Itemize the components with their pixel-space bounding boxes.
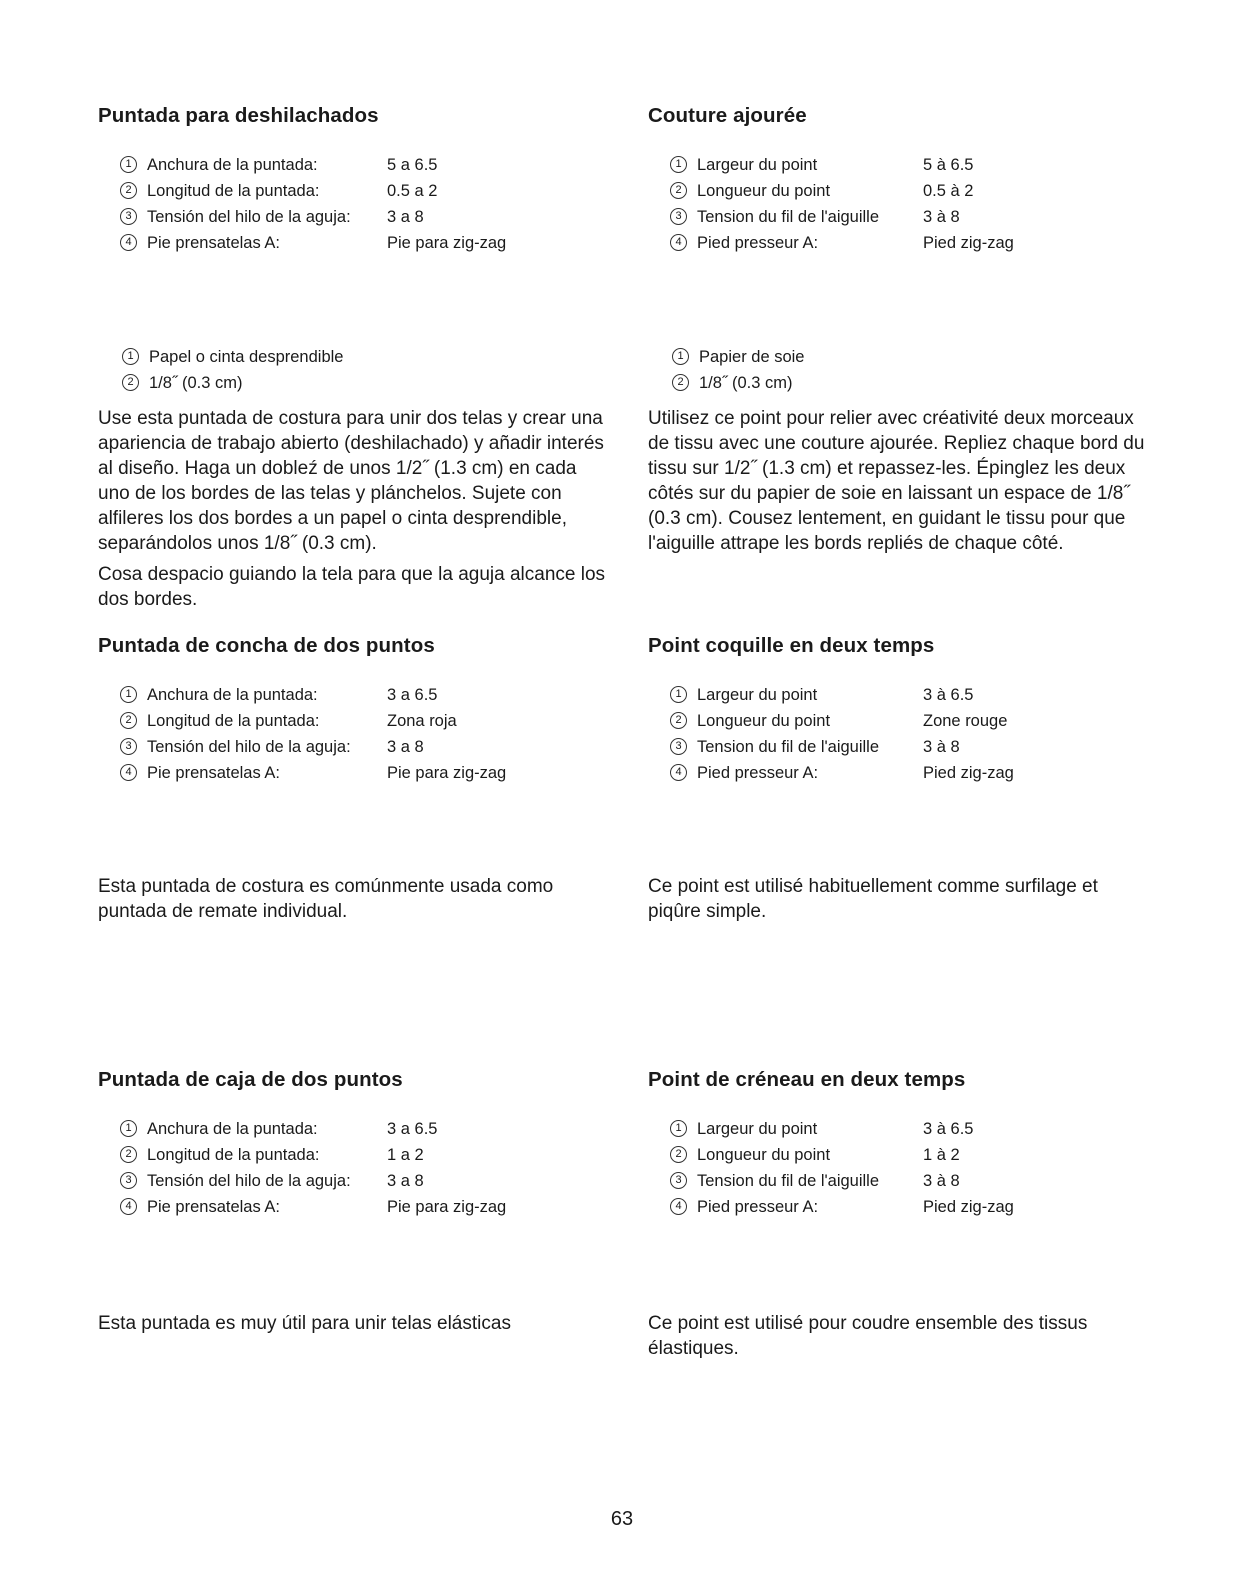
setting-row (98, 708, 618, 734)
circled-number: 4 (670, 1198, 687, 1215)
section-body (648, 406, 1158, 556)
setting-label: Pied presseur A: (697, 1198, 819, 1216)
circled-number: 1 (670, 686, 687, 703)
circled-number: 1 (122, 348, 139, 365)
setting-label: Tensión del hilo de la aguja: (147, 738, 351, 756)
settings-list (98, 1116, 618, 1220)
setting-label: Tension du fil de l'aiguille (697, 208, 880, 226)
note-text: 1/8˝ (0.3 cm) (699, 374, 793, 392)
section-point-creneau (648, 1068, 1168, 1220)
setting-value: 1 a 2 (387, 1146, 424, 1164)
setting-row (648, 760, 1168, 786)
setting-row (98, 1168, 618, 1194)
setting-label: Longueur du point (697, 712, 831, 730)
setting-label: Anchura de la puntada: (147, 156, 318, 174)
section-title: Couture ajourée (648, 104, 807, 127)
circled-number: 2 (120, 712, 137, 729)
setting-row (648, 152, 1168, 178)
page-number: 63 (610, 1508, 634, 1530)
setting-label: Pied presseur A: (697, 234, 819, 252)
circled-number: 2 (122, 374, 139, 391)
body-paragraph: Esta puntada de costura es comúnmente usada como puntada de remate individual. (98, 876, 554, 922)
setting-value: 0.5 a 2 (387, 182, 438, 200)
setting-value: 3 a 6.5 (387, 686, 438, 704)
circled-number: 2 (670, 182, 687, 199)
setting-row (98, 1142, 618, 1168)
setting-label: Longueur du point (697, 182, 831, 200)
settings-list (648, 152, 1168, 256)
section-title: Point de créneau en deux temps (648, 1068, 966, 1091)
settings-list (648, 1116, 1168, 1220)
circled-number: 4 (120, 234, 137, 251)
setting-value: Pied zig-zag (923, 1198, 1014, 1216)
figure-notes (98, 344, 618, 396)
setting-row (648, 734, 1168, 760)
section-body (648, 1311, 1148, 1361)
setting-label: Largeur du point (697, 156, 818, 174)
setting-value: 3 a 8 (387, 1172, 424, 1190)
setting-value: 1 à 2 (923, 1146, 960, 1164)
setting-label: Pie prensatelas A: (147, 234, 280, 252)
setting-value: Zona roja (387, 712, 457, 730)
body-paragraph: Ce point est utilisé pour coudre ensemble des tissus élastiques. (648, 1313, 1088, 1359)
setting-value: 5 a 6.5 (387, 156, 438, 174)
setting-label: Tensión del hilo de la aguja: (147, 1172, 351, 1190)
section-puntada-concha (98, 634, 618, 786)
setting-label: Longueur du point (697, 1146, 831, 1164)
section-title: Puntada de concha de dos puntos (98, 634, 435, 657)
setting-row (98, 178, 618, 204)
body-paragraph: Use esta puntada de costura para unir dos telas y crear una apariencia de trabajo abierto (deshilachado) y añadir interés al diseño. Haga un dobleź de unos 1/2˝ (1.3 cm) en cada uno de los bordes de las telas y plánchelos. Sujete con alfileres los dos bordes a un papel o cinta desprendible, separándolos unos 1/8˝ (0.3 cm). (98, 408, 604, 554)
setting-row (98, 152, 618, 178)
circled-number: 3 (120, 208, 137, 225)
setting-label: Longitud de la puntada: (147, 712, 320, 730)
setting-row (648, 204, 1168, 230)
setting-value: 5 à 6.5 (923, 156, 974, 174)
circled-number: 3 (120, 1172, 137, 1189)
setting-label: Largeur du point (697, 1120, 818, 1138)
note-row (648, 344, 1168, 370)
note-text: Papier de soie (699, 348, 805, 366)
setting-value: Pied zig-zag (923, 234, 1014, 252)
circled-number: 1 (672, 348, 689, 365)
section-couture-ajouree (648, 104, 1168, 256)
section-point-coquille (648, 634, 1168, 786)
circled-number: 2 (670, 1146, 687, 1163)
setting-row (648, 1194, 1168, 1220)
setting-row (648, 682, 1168, 708)
note-row (98, 344, 618, 370)
setting-value: 3 a 8 (387, 738, 424, 756)
section-body (98, 406, 610, 612)
section-puntada-caja (98, 1068, 618, 1220)
setting-row (648, 1142, 1168, 1168)
circled-number: 1 (670, 156, 687, 173)
section-body (98, 874, 598, 924)
circled-number: 3 (670, 738, 687, 755)
setting-label: Longitud de la puntada: (147, 1146, 320, 1164)
circled-number: 1 (120, 686, 137, 703)
circled-number: 1 (120, 1120, 137, 1137)
setting-label: Tensión del hilo de la aguja: (147, 208, 351, 226)
setting-value: 3 à 8 (923, 208, 960, 226)
setting-label: Tension du fil de l'aiguille (697, 1172, 880, 1190)
circled-number: 3 (670, 208, 687, 225)
setting-value: 3 a 8 (387, 208, 424, 226)
body-paragraph: Utilisez ce point pour relier avec créativité deux morceaux de tissu avec une couture ajourée. Repliez chaque bord du tissu sur 1/2˝ (1.3 cm) et repassez-les. Épinglez les deux côtés sur du papier de soie en laissant un espace de 1/8˝ (0.3 cm). Cousez lentement, en guidant le tissu pour que l'aiguille attrape les bords repliés de chaque côté. (648, 408, 1145, 554)
section-puntada-deshilachados (98, 104, 618, 256)
setting-value: Pied zig-zag (923, 764, 1014, 782)
setting-row (98, 682, 618, 708)
setting-row (98, 204, 618, 230)
circled-number: 3 (120, 738, 137, 755)
circled-number: 2 (670, 712, 687, 729)
circled-number: 2 (120, 1146, 137, 1163)
setting-row (98, 230, 618, 256)
setting-row (648, 230, 1168, 256)
circled-number: 4 (670, 234, 687, 251)
setting-label: Pied presseur A: (697, 764, 819, 782)
setting-row (98, 734, 618, 760)
section-title: Puntada para deshilachados (98, 104, 379, 127)
setting-row (98, 760, 618, 786)
figure-notes (648, 344, 1168, 396)
body-paragraph: Cosa despacio guiando la tela para que la aguja alcance los dos bordes. (98, 564, 606, 610)
setting-value: Zone rouge (923, 712, 1008, 730)
setting-row (648, 1168, 1168, 1194)
setting-label: Tension du fil de l'aiguille (697, 738, 880, 756)
setting-value: Pie para zig-zag (387, 234, 507, 252)
setting-value: 3 a 6.5 (387, 1120, 438, 1138)
section-body (648, 874, 1148, 924)
setting-value: 0.5 à 2 (923, 182, 974, 200)
setting-value: Pie para zig-zag (387, 1198, 507, 1216)
setting-value: 3 à 8 (923, 738, 960, 756)
setting-label: Anchura de la puntada: (147, 686, 318, 704)
setting-label: Pie prensatelas A: (147, 764, 280, 782)
note-row (648, 370, 1168, 396)
section-title: Point coquille en deux temps (648, 634, 935, 657)
circled-number: 4 (120, 764, 137, 781)
setting-value: 3 à 6.5 (923, 1120, 974, 1138)
setting-label: Anchura de la puntada: (147, 1120, 318, 1138)
setting-label: Longitud de la puntada: (147, 182, 320, 200)
setting-row (98, 1194, 618, 1220)
settings-list (98, 682, 618, 786)
body-paragraph: Esta puntada es muy útil para unir telas elásticas (98, 1313, 511, 1334)
note-text: Papel o cinta desprendible (149, 348, 344, 366)
section-body (98, 1311, 598, 1336)
circled-number: 4 (120, 1198, 137, 1215)
setting-label: Largeur du point (697, 686, 818, 704)
setting-row (648, 1116, 1168, 1142)
settings-list (648, 682, 1168, 786)
settings-list (98, 152, 618, 256)
setting-row (98, 1116, 618, 1142)
note-row (98, 370, 618, 396)
setting-label: Pie prensatelas A: (147, 1198, 280, 1216)
setting-value: 3 à 6.5 (923, 686, 974, 704)
body-paragraph: Ce point est utilisé habituellement comme surfilage et piqûre simple. (648, 876, 1098, 922)
circled-number: 1 (670, 1120, 687, 1137)
setting-value: Pie para zig-zag (387, 764, 507, 782)
circled-number: 2 (672, 374, 689, 391)
circled-number: 1 (120, 156, 137, 173)
setting-row (648, 708, 1168, 734)
circled-number: 4 (670, 764, 687, 781)
circled-number: 3 (670, 1172, 687, 1189)
circled-number: 2 (120, 182, 137, 199)
setting-value: 3 à 8 (923, 1172, 960, 1190)
setting-row (648, 178, 1168, 204)
note-text: 1/8˝ (0.3 cm) (149, 374, 243, 392)
section-title: Puntada de caja de dos puntos (98, 1068, 403, 1091)
